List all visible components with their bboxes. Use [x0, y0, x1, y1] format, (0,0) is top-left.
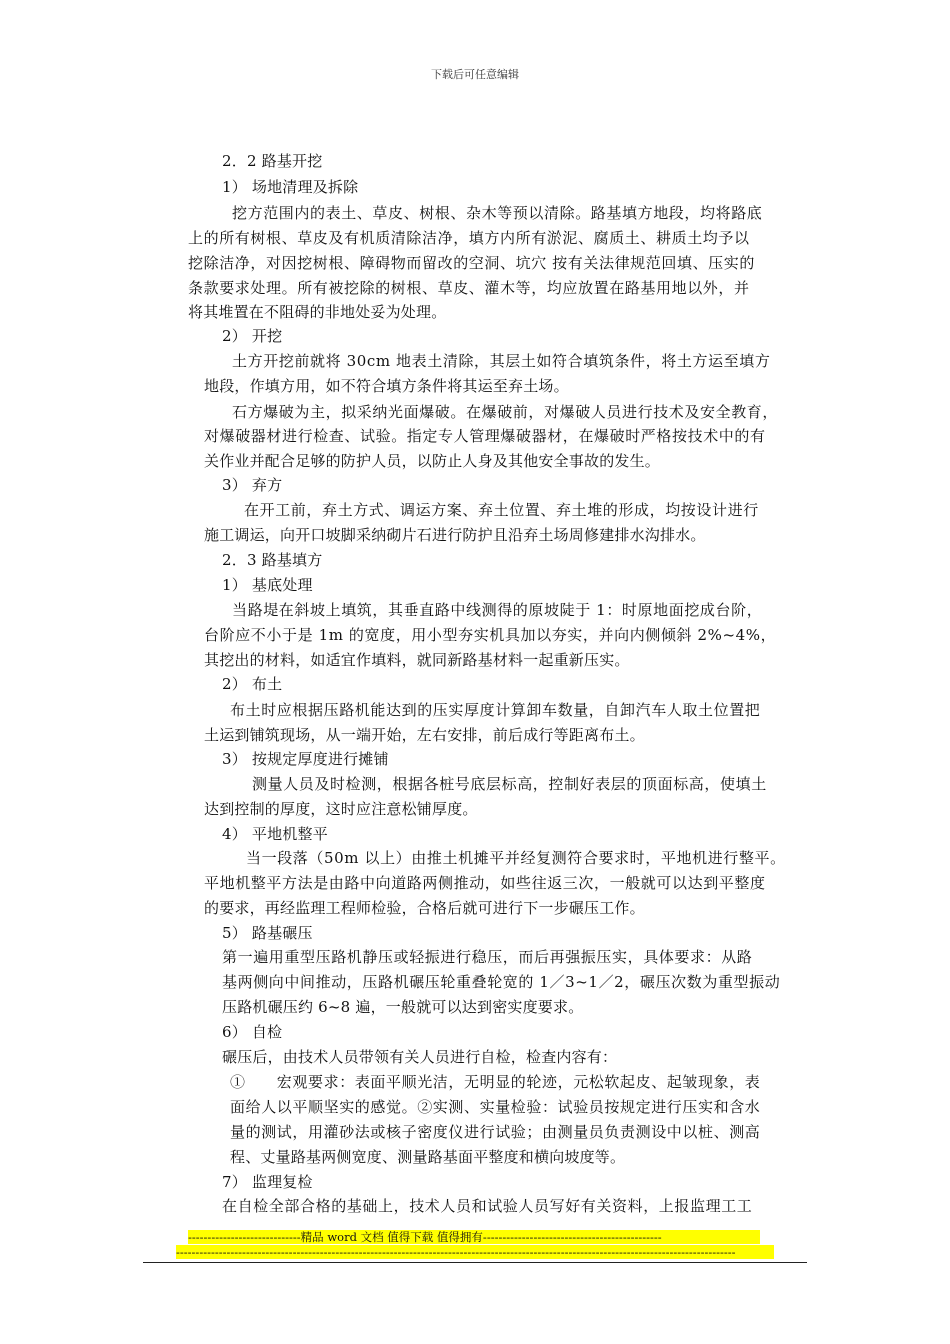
footer-banner-line1: -----------------------------精品 word 文档 值得下载 值得拥有----------------------------------------------: [188, 1230, 760, 1244]
list-item: 量的测试，用灌砂法或核子密度仪进行试验；由测量员负责测设中以桩、测高: [230, 1123, 761, 1141]
list-item: 程、丈量路基两侧宽度、测量路基面平整度和横向坡度等。: [230, 1148, 626, 1166]
paragraph-line: 的要求，再经监理工程师检验，合格后就可进行下一步碾压工作。: [204, 899, 645, 917]
subsection-heading: 4） 平地机整平: [222, 825, 328, 843]
subsection-heading: 2） 布土: [222, 675, 283, 693]
page-header: 下载后可任意编辑: [431, 68, 519, 81]
paragraph-line: 对爆破器材进行检查、试验。指定专人管理爆破器材，在爆破时严格按技术中的有: [204, 427, 766, 445]
paragraph-line: 平地机整平方法是由路中向道路两侧推动，如些往返三次，一般就可以达到平整度: [204, 874, 766, 892]
paragraph-line: 将其堆置在不阻碍的非地处妥为处理。: [188, 303, 447, 321]
subsection-heading: 2） 开挖: [222, 327, 283, 345]
paragraph-line: 土方开挖前就将 30cm 地表土清除，其层土如符合填筑条件，将土方运至填方: [232, 352, 771, 370]
paragraph-line: 挖除洁净，对因挖树根、障碍物而留改的空洞、坑穴 按有关法律规范回填、压实的: [188, 254, 755, 272]
section-heading: 2．3 路基填方: [222, 551, 323, 569]
paragraph-line: 压路机碾压约 6~8 遍，一般就可以达到密实度要求。: [222, 998, 584, 1016]
paragraph-line: 关作业并配合足够的防护人员，以防止人身及其他安全事故的发生。: [204, 452, 661, 470]
paragraph-line: 基两侧向中间推动，压路机碾压轮重叠轮宽的 1／3~1／2，碾压次数为重型振动: [222, 973, 781, 991]
paragraph-line: 施工调运，向开口坡脚采纳砌片石进行防护且沿弃土场周修建排水沟排水。: [204, 526, 706, 544]
paragraph-line: 石方爆破为主，拟采纳光面爆破。在爆破前，对爆破人员进行技术及安全教育，: [232, 403, 779, 421]
paragraph-line: 台阶应不小于是 1m 的宽度，用小型夯实机具加以夯实，并向内侧倾斜 2%~4%，: [204, 626, 777, 644]
paragraph-line: 在自检全部合格的基础上，技术人员和试验人员写好有关资料，上报监理工工: [222, 1197, 753, 1215]
subsection-heading: 1） 场地清理及拆除: [222, 178, 359, 196]
paragraph-line: 地段，作填方用，如不符合填方条件将其运至弃土场。: [204, 377, 569, 395]
paragraph-line: 在开工前，弃土方式、调运方案、弃土位置、弃土堆的形成，均按设计进行: [244, 501, 759, 519]
subsection-heading: 3） 按规定厚度进行摊铺: [222, 750, 389, 768]
subsection-heading: 5） 路基碾压: [222, 924, 313, 942]
paragraph-line: 上的所有树根、草皮及有机质清除洁净，填方内所有淤泥、腐质土、耕质土均予以: [188, 229, 750, 247]
subsection-heading: 7） 监理复检: [222, 1173, 313, 1191]
paragraph-line: 碾压后，由技术人员带领有关人员进行自检，检查内容有：: [222, 1048, 618, 1066]
paragraph-line: 布土时应根据压路机能达到的压实厚度计算卸车数量，自卸汽车人取土位置把: [230, 701, 761, 719]
paragraph-line: 测量人员及时检测，根据各桩号底层标高，控制好表层的顶面标高，使填土: [252, 775, 767, 793]
list-item: 面给人以平顺坚实的感觉。②实测、实量检验：试验员按规定进行压实和含水: [230, 1098, 761, 1116]
subsection-heading: 6） 自检: [222, 1023, 283, 1041]
paragraph-line: 条款要求处理。所有被挖除的树根、草皮、灌木等，均应放置在路基用地以外，并: [188, 279, 750, 297]
footer-divider: [143, 1262, 807, 1263]
list-item: ① 宏观要求：表面平顺光洁，无明显的轮迹，元松软起皮、起皱现象，表: [230, 1073, 761, 1091]
footer-banner-line2: ------------------------------------------------------------------------------------------------------------------------------------------------: [176, 1245, 774, 1259]
subsection-heading: 1） 基底处理: [222, 576, 313, 594]
paragraph-line: 当一段落（50m 以上）由推土机摊平并经复测符合要求时，平地机进行整平。: [246, 849, 786, 867]
paragraph-line: 达到控制的厚度，这时应注意松铺厚度。: [204, 800, 478, 818]
paragraph-line: 挖方范围内的表土、草皮、树根、杂木等预以清除。路基填方地段，均将路底: [232, 204, 763, 222]
paragraph-line: 当路堤在斜坡上填筑，其垂直路中线测得的原坡陡于 1：时原地面挖成台阶，: [232, 601, 763, 619]
paragraph-line: 土运到铺筑现场，从一端开始，左右安排，前后成行等距离布土。: [204, 726, 645, 744]
paragraph-line: 其挖出的材料，如适宜作填料，就同新路基材料一起重新压实。: [204, 651, 630, 669]
subsection-heading: 3） 弃方: [222, 476, 283, 494]
paragraph-line: 第一遍用重型压路机静压或轻振进行稳压，而后再强振压实，具体要求：从路: [222, 948, 753, 966]
section-heading: 2．2 路基开挖: [222, 152, 323, 170]
